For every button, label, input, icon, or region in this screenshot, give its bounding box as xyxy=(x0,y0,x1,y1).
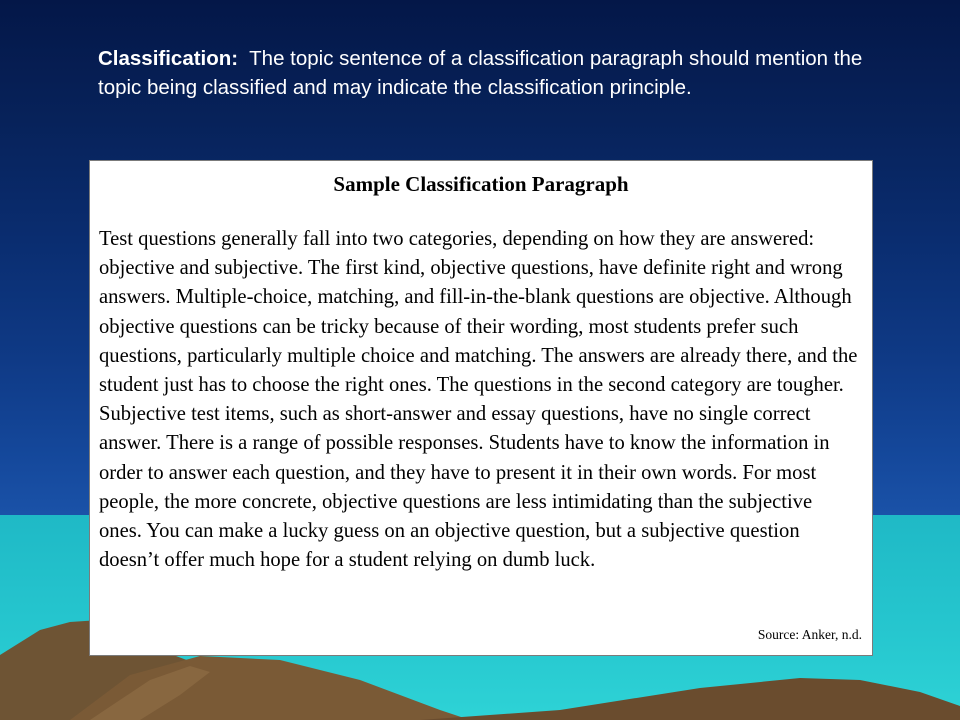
source-citation: Source: Anker, n.d. xyxy=(757,627,862,642)
mountain-right xyxy=(420,678,960,720)
sample-title: Sample Classification Paragraph xyxy=(333,172,629,196)
sample-paragraph-box xyxy=(89,160,873,656)
sample-paragraph-text: Test questions generally fall into two categories, depending on how they are answered: objective and subjective. The first kind, objective questions, have definite right and wrong answers. Multiple-choice, matching, and fill-in-the-blank questions are objective. Although objective questions can be tricky because of their wording, most students prefer such questions, particularly multiple choice and matching. The answers are already there, and the student just has to choose the right ones. The questions in the second category are tougher. Subjective test items, such as short-answer and essay questions, have no single correct answer. There is a range of possible responses. Students have to know the information in order to answer each question, and they have to present it in their own words. For most people, the more concrete, objective questions are less intimidating than the subjective ones. You can make a lucky guess on an objective question, but a subjective question doesn’t offer much hope for a student relying on dumb luck. xyxy=(99,228,858,572)
heading-label: Classification: xyxy=(98,47,239,70)
slide-heading xyxy=(98,44,888,102)
heading-text: The topic sentence of a classification paragraph should mention the topic being classified and may indicate the classification principle. xyxy=(98,47,863,99)
